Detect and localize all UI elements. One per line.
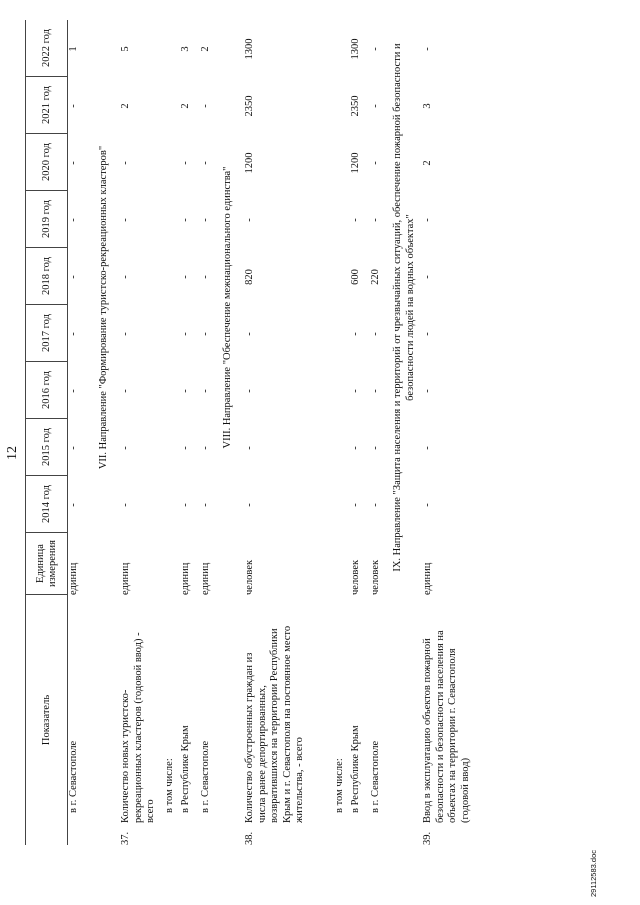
header-year: 2019 год — [26, 191, 67, 248]
row-value: - — [200, 218, 211, 222]
row-unit: человек — [350, 559, 361, 595]
row-value: - — [120, 218, 131, 222]
row-value: - — [68, 503, 79, 507]
row-value: - — [120, 161, 131, 165]
table-header — [26, 20, 68, 845]
row-value: - — [200, 503, 211, 507]
row-value: - — [422, 389, 433, 393]
row-value: - — [422, 275, 433, 279]
row-value: 5 — [120, 46, 131, 52]
grid-line — [26, 304, 67, 305]
row-value: - — [370, 503, 381, 507]
row-value: - — [370, 389, 381, 393]
direction-heading: VII. Направление "Формирование туристско-рекреационных кластеров" — [98, 145, 109, 470]
row-value: - — [200, 161, 211, 165]
row-indicator: в Республике Крым — [350, 725, 361, 813]
table-row — [422, 20, 497, 845]
row-value: - — [370, 161, 381, 165]
row-value: - — [180, 389, 191, 393]
grid-line — [26, 475, 67, 476]
grid-line — [26, 190, 67, 191]
grid-line — [26, 361, 67, 362]
row-value: - — [200, 389, 211, 393]
row-value: - — [370, 47, 381, 51]
row-value: - — [370, 332, 381, 336]
row-value: - — [350, 503, 361, 507]
row-value: - — [350, 332, 361, 336]
row-value: - — [200, 104, 211, 108]
grid-line — [26, 532, 67, 533]
row-indicator: в том числе: — [164, 758, 175, 813]
row-value: - — [350, 218, 361, 222]
row-value: - — [200, 275, 211, 279]
row-unit: человек — [244, 559, 255, 595]
row-value: - — [422, 503, 433, 507]
row-indicator: в г. Севастополе — [68, 740, 79, 813]
direction-heading: IX. Направление "Защита населения и территорий от чрезвычайных ситуаций, обеспечение пожарной безопасности и безопасности людей на водных объектах" — [392, 43, 416, 572]
direction-heading: VIII. Направление "Обеспечение межнационального единства" — [222, 166, 233, 449]
row-value: 820 — [244, 269, 255, 285]
row-value: - — [68, 218, 79, 222]
grid-line — [26, 594, 67, 595]
row-value: - — [120, 332, 131, 336]
row-value: - — [120, 503, 131, 507]
table-row — [164, 20, 180, 845]
table-row — [180, 20, 200, 845]
header-year: 2020 год — [26, 134, 67, 191]
table-row — [68, 20, 98, 845]
footer-filename: 29112583.doc — [589, 850, 598, 897]
row-value: 2350 — [350, 95, 361, 117]
row-value: - — [422, 446, 433, 450]
indicators-table — [25, 20, 497, 845]
row-value: 1 — [68, 46, 79, 52]
table-row — [334, 20, 350, 845]
row-value: 600 — [350, 269, 361, 285]
header-year: 2022 год — [26, 20, 67, 77]
row-unit: единиц — [422, 562, 433, 595]
row-value: - — [180, 503, 191, 507]
row-value: - — [68, 104, 79, 108]
row-indicator: в том числе: — [334, 758, 345, 813]
row-unit: единиц — [200, 562, 211, 595]
row-indicator: в Республике Крым — [180, 725, 191, 813]
row-number: 38. — [244, 831, 255, 845]
row-value: - — [244, 389, 255, 393]
row-value: - — [120, 446, 131, 450]
row-value: - — [180, 218, 191, 222]
row-value: 220 — [370, 269, 381, 285]
row-unit: единиц — [180, 562, 191, 595]
header-indicator: Показатель — [40, 694, 52, 746]
row-value: - — [244, 332, 255, 336]
row-value: 3 — [180, 46, 191, 52]
row-value: 2 — [422, 160, 433, 166]
table-row — [350, 20, 370, 845]
header-unit: Единица измерения — [26, 533, 67, 595]
row-value: - — [68, 332, 79, 336]
table-body — [68, 20, 497, 845]
row-value: - — [180, 161, 191, 165]
row-value: - — [422, 47, 433, 51]
row-value: - — [120, 389, 131, 393]
row-number: 39. — [422, 831, 433, 845]
page-number: 12 — [5, 446, 20, 460]
table-row — [244, 20, 334, 845]
grid-line — [26, 133, 67, 134]
row-value: 1200 — [244, 152, 255, 174]
grid-line — [26, 418, 67, 419]
row-value: - — [422, 332, 433, 336]
row-value: - — [244, 446, 255, 450]
row-value: - — [200, 332, 211, 336]
row-value: 2 — [200, 46, 211, 52]
table-row — [200, 20, 222, 845]
row-value: - — [200, 446, 211, 450]
row-value: - — [120, 275, 131, 279]
row-value: 2350 — [244, 95, 255, 117]
row-value: - — [350, 389, 361, 393]
row-indicator: в г. Севастополе — [370, 740, 381, 813]
row-unit: единиц — [120, 562, 131, 595]
row-value: - — [370, 104, 381, 108]
row-value: - — [68, 389, 79, 393]
header-year: 2021 год — [26, 77, 67, 134]
row-value: 2 — [120, 103, 131, 109]
row-value: - — [180, 275, 191, 279]
row-value: 1300 — [244, 38, 255, 60]
row-value: - — [370, 218, 381, 222]
row-value: - — [68, 446, 79, 450]
row-indicator: в г. Севастополе — [200, 740, 211, 813]
row-value: - — [244, 218, 255, 222]
row-value: - — [422, 218, 433, 222]
header-year: 2018 год — [26, 248, 67, 305]
row-value: 3 — [422, 103, 433, 109]
row-value: - — [370, 446, 381, 450]
row-indicator: Количество новых туристско-рекреационных кластеров (годовой ввод) - всего — [120, 632, 156, 823]
grid-line — [26, 76, 67, 77]
row-value: 1300 — [350, 38, 361, 60]
row-indicator: Количество обустроенных граждан из числа ранее депортированных, возвратившихся на территории Республики Крым и г. Севастополя на постоянное место жительства, - всего — [244, 625, 305, 823]
row-unit: человек — [370, 559, 381, 595]
row-number: 37. — [120, 831, 131, 845]
row-value: 1200 — [350, 152, 361, 174]
row-value: 2 — [180, 103, 191, 109]
header-year: 2014 год — [26, 476, 67, 533]
header-year: 2015 год — [26, 419, 67, 476]
row-value: - — [68, 275, 79, 279]
header-year: 2017 год — [26, 305, 67, 362]
row-value: - — [244, 503, 255, 507]
row-unit: единиц — [68, 562, 79, 595]
row-value: - — [180, 332, 191, 336]
grid-line — [26, 247, 67, 248]
row-value: - — [68, 161, 79, 165]
table-row — [370, 20, 392, 845]
row-value: - — [180, 446, 191, 450]
table-row — [120, 20, 164, 845]
row-indicator: Ввод в эксплуатацию объектов пожарной безопасности и безопасности населения на объектах на территории г. Севастополя (годовой ввод) — [422, 630, 471, 823]
header-year: 2016 год — [26, 362, 67, 419]
row-value: - — [350, 446, 361, 450]
